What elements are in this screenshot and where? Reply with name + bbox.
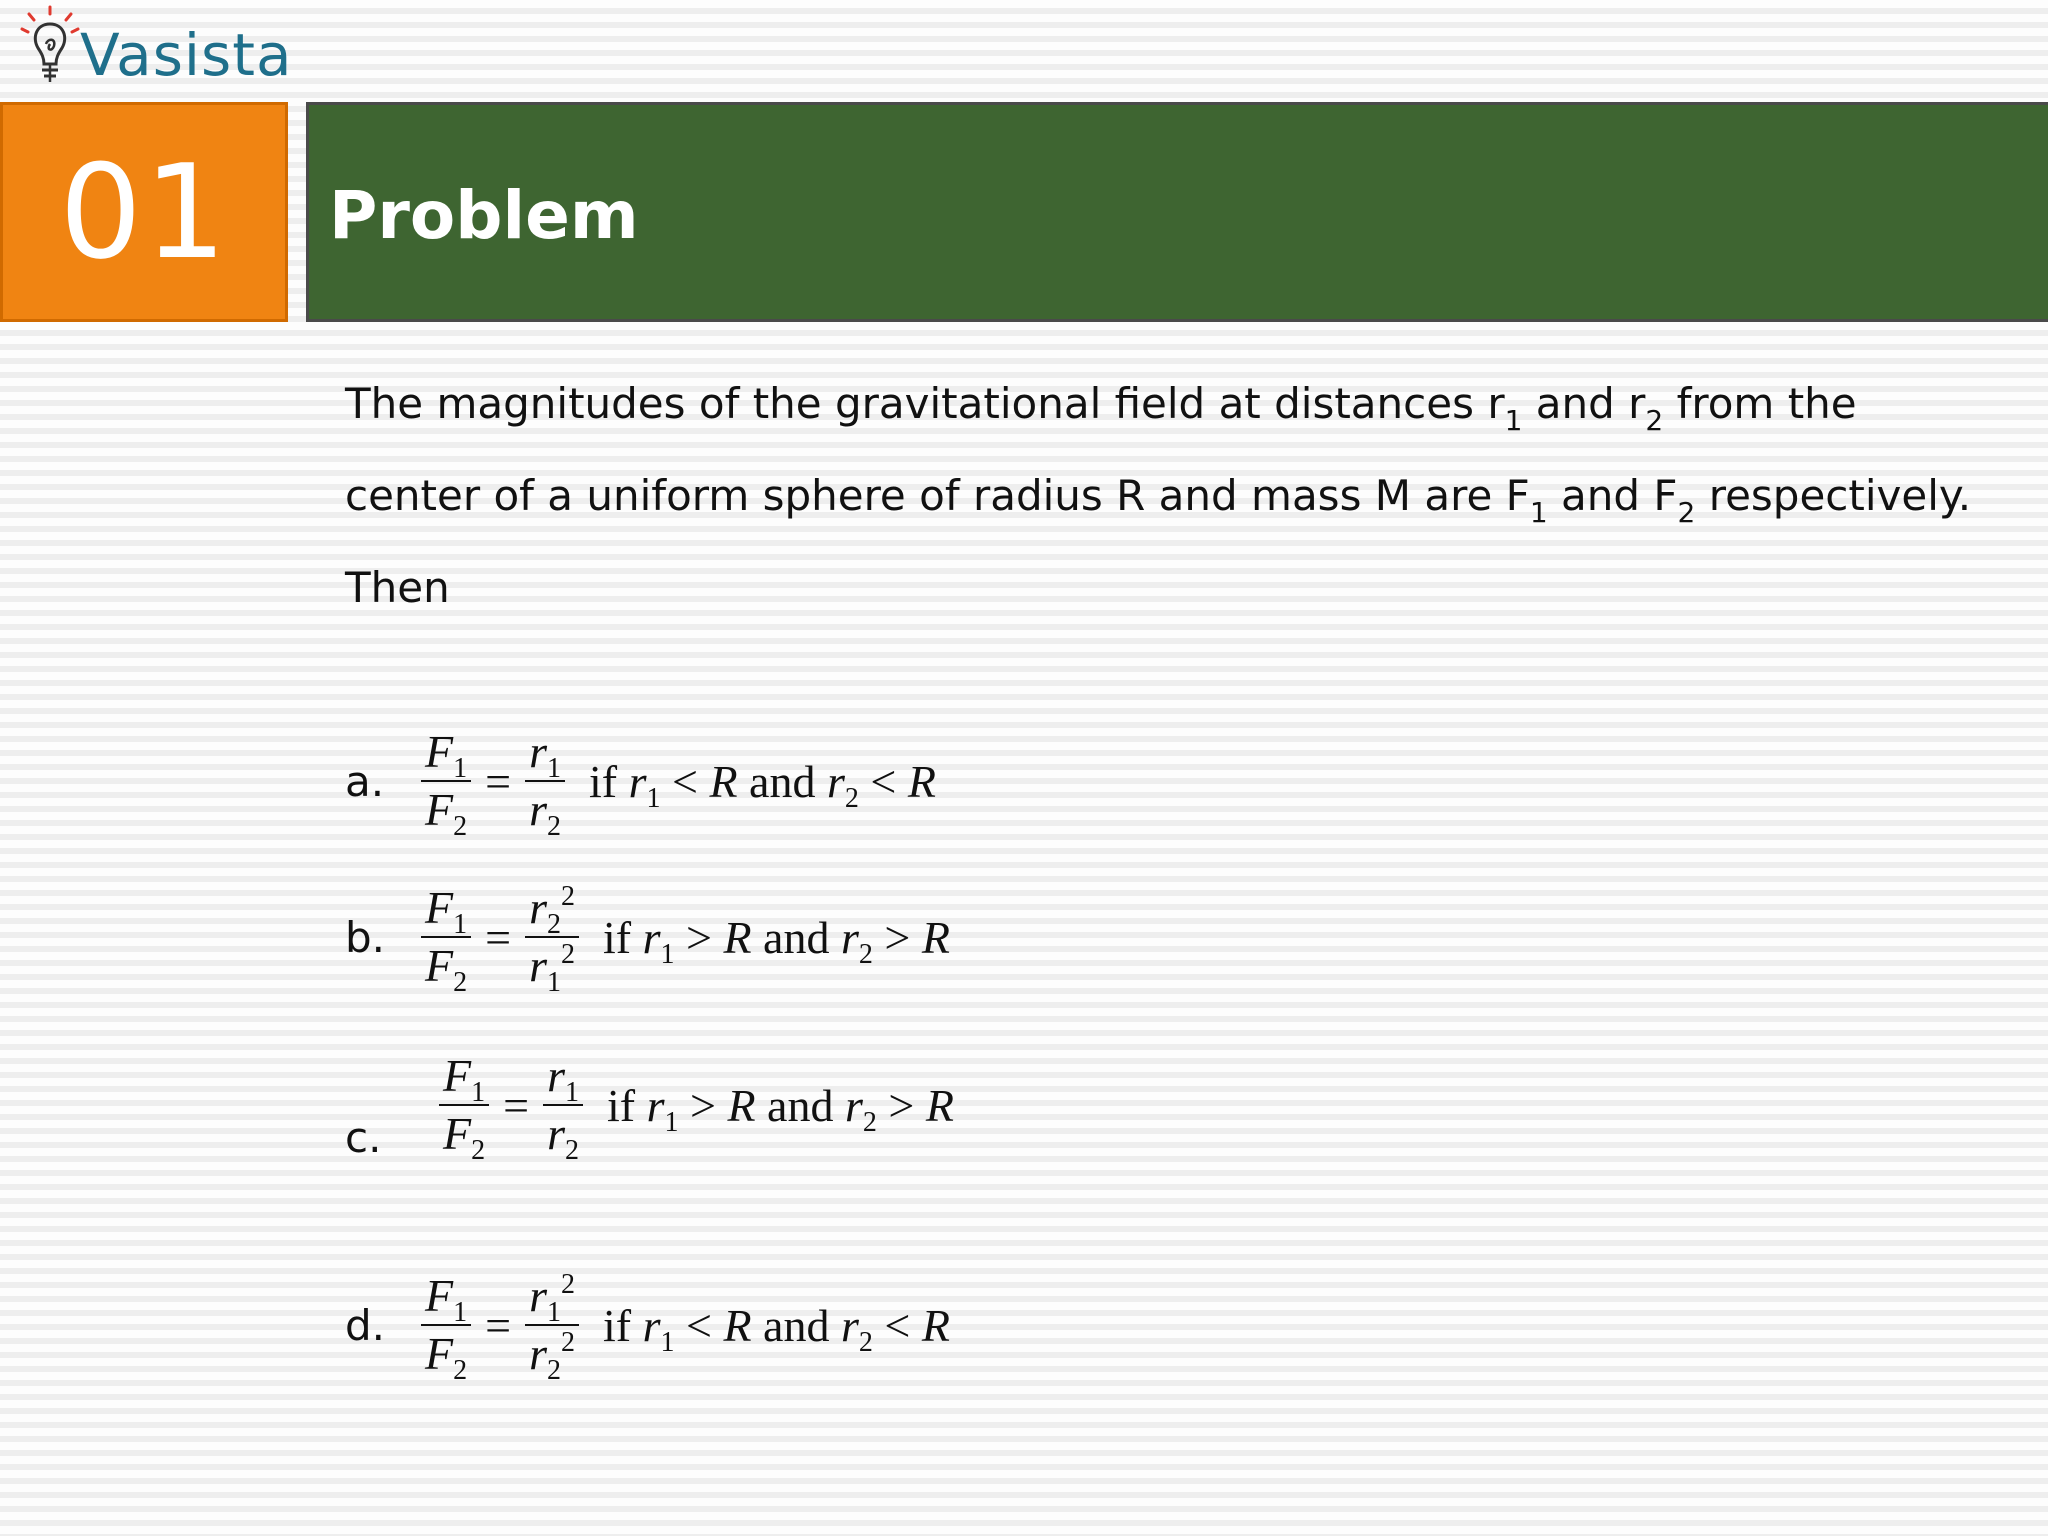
option-condition: if $r_1 < R$ and $r_2 < R$ [588, 755, 936, 814]
option-b[interactable] [345, 872, 950, 1002]
option-d[interactable] [345, 1260, 950, 1390]
slide-number: 01 [59, 136, 229, 288]
force-ratio: $\frac{F_1}{F_2}$ [421, 728, 471, 835]
distance-ratio: $\frac{r_1}{r_2}$ [543, 1052, 583, 1159]
question-line-1: The magnitudes of the gravitational field at distances $r_1$ and $r_2$ from the [345, 379, 1857, 437]
option-a[interactable] [345, 716, 936, 846]
option-condition: if $r_1 > R$ and $r_2 > R$ [606, 1079, 954, 1138]
option-equation: $\frac{F_1}{F_2}$ = $\frac{r_1^2}{r_2^2}$ if $r_1 < R$ and $r_2 < R$ [415, 1272, 950, 1379]
question-line-3: Then [345, 563, 450, 612]
option-condition: if $r_1 > R$ and $r_2 > R$ [602, 911, 950, 970]
option-c[interactable] [345, 1040, 954, 1170]
page-title: Problem [329, 177, 639, 254]
option-equation: $\frac{F_1}{F_2}$ = $\frac{r_2^2}{r_1^2}$ if $r_1 > R$ and $r_2 > R$ [415, 884, 950, 991]
option-label: b. [345, 912, 386, 962]
option-label: c. [345, 1113, 382, 1162]
question-text [345, 358, 2025, 634]
vasista-logo [20, 4, 293, 96]
force-ratio: $\frac{F_1}{F_2}$ [421, 1272, 471, 1379]
distance-ratio: $\frac{r_1}{r_2}$ [525, 728, 565, 835]
logo-wordmark: Vasista [80, 21, 293, 89]
option-equation: $\frac{F_1}{F_2}$ = $\frac{r_1}{r_2}$ if $r_1 > R$ and $r_2 > R$ [433, 1052, 954, 1159]
option-label: a. [345, 756, 385, 806]
option-condition: if $r_1 < R$ and $r_2 < R$ [602, 1299, 950, 1358]
slide-number-box [0, 102, 288, 322]
option-label: d. [345, 1300, 386, 1350]
force-ratio: $\frac{F_1}{F_2}$ [421, 884, 471, 991]
title-bar [306, 102, 2048, 322]
distance-ratio: $\frac{r_1^2}{r_2^2}$ [525, 1272, 579, 1379]
option-equation: $\frac{F_1}{F_2}$ = $\frac{r_1}{r_2}$ if $r_1 < R$ and $r_2 < R$ [415, 728, 936, 835]
force-ratio: $\frac{F_1}{F_2}$ [439, 1052, 489, 1159]
distance-ratio: $\frac{r_2^2}{r_1^2}$ [525, 884, 579, 991]
question-line-2: center of a uniform sphere of radius R and mass M are $F_1$ and $F_2$ respectively. [345, 471, 1972, 529]
